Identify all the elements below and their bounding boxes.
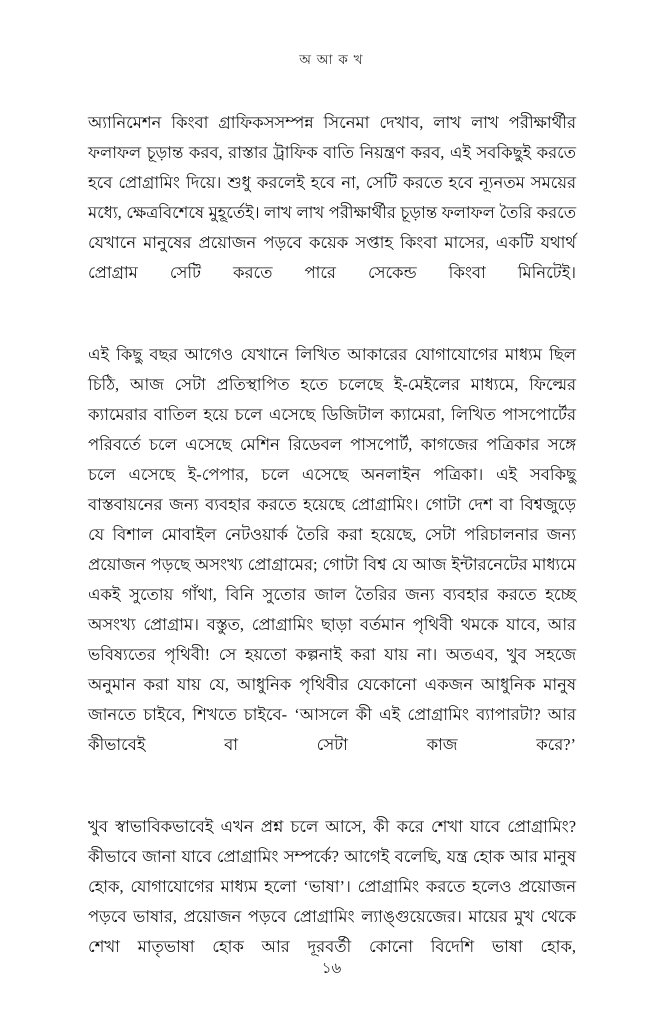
paragraph-3: খুব স্বাভাবিকভাবেই এখন প্রশ্ন চলে আসে, কী করে শেখা যাবে প্রোগ্রামিং? কীভাবে জানা যাবে প্রোগ্রামিং সম্পর্কে? আগেই বলেছি, যন্ত্র হোক আর মানুষ হোক, যোগাযোগের মাধ্যম হলো ‘ভাষা’। প্রোগ্রামিং করতে হলেও প্রয়োজন পড়বে ভাষার, প্রয়োজন পড়বে প্রোগ্রামিং ল্যাঙ্গুয়েজের। মায়ের মুখ থেকে শেখা মাতৃভাষা হোক আর দূরবর্তী কোনো বিদেশি ভাষা হোক, [88,817,576,956]
paragraph-2: এই কিছু বছর আগেও যেখানে লিখিত আকারের যোগাযোগের মাধ্যম ছিল চিঠি, আজ সেটা প্রতিস্থাপিত হতে চলেছে ই-মেইলের মাধ্যমে, ফিল্মের ক্যামেরার বাতিল হয়ে চলে এসেছে ডিজিটাল ক্যামেরা, লিখিত পাসপোর্টের পরিবর্তে চলে এসেছে মেশিন রিডেবল পাসপোর্ট, কাগজের পত্রিকার সঙ্গে চলে এসেছে ই-পেপার, চলে এসেছে অনলাইন পত্রিকা। এই সবকিছু বাস্তবায়নের জন্য ব্যবহার করতে হয়েছে প্রোগ্রামিং। গোটা দেশ বা বিশ্বজুড়ে যে বিশাল মোবাইল নেটওয়ার্ক তৈরি করা হয়েছে, সেটা পরিচালনার জন্য প্রয়োজন পড়ছে অসংখ্য প্রোগ্রামের; গোটা বিশ্ব যে আজ ইন্টারনেটের মাধ্যমে একই সুতোয় গাঁথা, বিনি সুতোর জাল তৈরির জন্য ব্যবহার করতে হচ্ছে অসংখ্য প্রোগ্রাম। বস্তুত, প্রোগ্রামিং ছাড়া বর্তমান পৃথিবী থমকে যাবে, আর ভবিষ্যতের পৃথিবী! সে হয়তো কল্পনাই করা যায় না। অতএব, খুব সহজে অনুমান করা যায় যে, আধুনিক পৃথিবীর যেকোনো একজন আধুনিক মানুষ জানতে চাইবে, শিখতে চাইবে- ‘আসলে কী এই প্রোগ্রামিং ব্যাপারটা? আর কীভাবেই বা সেটা কাজ করে?’ [88,345,576,754]
body-text-block [88,108,576,992]
paragraph-1: অ্যানিমেশন কিংবা গ্রাফিকসসম্পন্ন সিনেমা দেখাব, লাখ লাখ পরীক্ষার্থীর ফলাফল চূড়ান্ত করব, রাস্তার ট্রাফিক বাতি নিয়ন্ত্রণ করব, এই সবকিছুই করতে হবে প্রোগ্রামিং দিয়ে। শুধু করলেই হবে না, সেটি করতে হবে ন্যূনতম সময়ের মধ্যে, ক্ষেত্রবিশেষে মুহূর্তেই। লাখ লাখ পরীক্ষার্থীর চূড়ান্ত ফলাফল তৈরি করতে যেখানে মানুষের প্রয়োজন পড়বে কয়েক সপ্তাহ কিংবা মাসের, একটি যথার্থ প্রোগ্রাম সেটি করতে পারে সেকেন্ড কিংবা মিনিটেই। [88,113,576,282]
page-number: ১৬ [321,961,342,977]
running-header: অ আ ক খ [299,52,364,67]
